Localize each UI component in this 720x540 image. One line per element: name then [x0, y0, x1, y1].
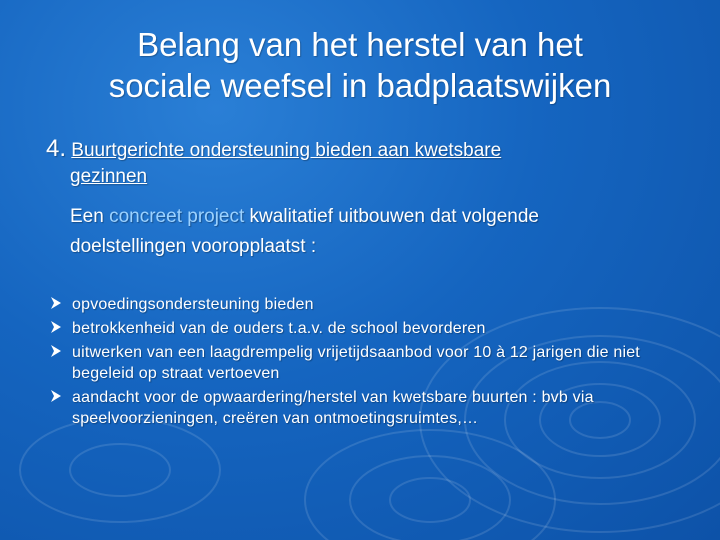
arrow-bullet-icon [50, 389, 62, 403]
intro-line-2: doelstellingen vooropplaatst : [70, 236, 317, 257]
goals-list [60, 294, 690, 432]
list-item [60, 294, 690, 315]
list-item [60, 342, 690, 384]
intro-highlight: concreet project [109, 206, 245, 227]
intro-prefix: Een [70, 206, 110, 227]
list-item-text: betrokkenheid van de ouders t.a.v. de school bevorderen [72, 320, 486, 337]
list-item-text: opvoedingsondersteuning bieden [72, 296, 314, 313]
section-heading [46, 136, 686, 190]
section-heading-text-1: Buurtgerichte ondersteuning bieden aan kwetsbare [71, 140, 502, 161]
intro-suffix: kwalitatief uitbouwen dat volgende [244, 206, 539, 227]
slide-title-line-2: sociale weefsel in badplaatswijken [108, 67, 612, 104]
slide-title-line-1: Belang van het herstel van het [137, 26, 583, 63]
section-heading-text-2: gezinnen [70, 166, 148, 187]
arrow-bullet-icon [50, 296, 62, 310]
slide-title [20, 24, 700, 106]
section-number: 4. [46, 135, 67, 162]
arrow-bullet-icon [50, 344, 62, 358]
intro-paragraph [70, 202, 690, 262]
list-item-text: aandacht voor de opwaardering/herstel van kwetsbare buurten : bvb via speelvoorzieningen, creëren van ontmoetingsruimtes,… [72, 389, 594, 427]
list-item [60, 387, 690, 429]
list-item-text: uitwerken van een laagdrempelig vrijetijdsaanbod voor 10 à 12 jarigen die niet begeleid op straat vertoeven [72, 344, 640, 382]
arrow-bullet-icon [50, 320, 62, 334]
list-item [60, 318, 690, 339]
